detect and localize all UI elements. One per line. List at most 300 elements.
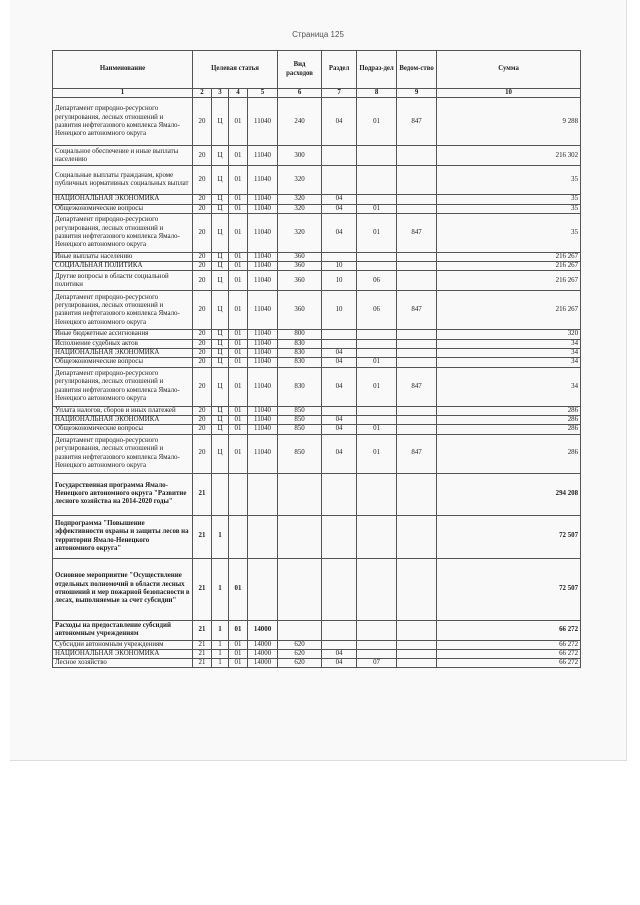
cell-name: Другие вопросы в области социальной политики — [53, 271, 193, 291]
header-name: Наименование — [53, 51, 193, 89]
cell-vid: 360 — [278, 252, 322, 261]
col-number: 8 — [357, 89, 397, 98]
cell-direction: 11040 — [248, 271, 278, 291]
cell-podrazdel — [357, 146, 397, 166]
cell-name: Социальные выплаты гражданам, кроме публичных нормативных социальных выплат — [53, 166, 193, 195]
cell-razdel: 04 — [322, 415, 357, 424]
cell-direction: 11040 — [248, 406, 278, 415]
cell-podrazdel: 01 — [357, 434, 397, 473]
cell-direction: 11040 — [248, 291, 278, 330]
table-row — [53, 515, 581, 558]
cell-direction: 11040 — [248, 358, 278, 367]
cell-name: Иные бюджетные ассигнования — [53, 330, 193, 339]
cell-vedomstvo — [397, 649, 437, 658]
cell-event: 01 — [229, 195, 248, 204]
cell-razdel: 04 — [322, 204, 357, 213]
cell-podrazdel — [357, 640, 397, 649]
cell-subprogram: Ц — [212, 434, 229, 473]
cell-program: 21 — [193, 515, 212, 558]
cell-vedomstvo — [397, 252, 437, 261]
cell-event: 01 — [229, 415, 248, 424]
cell-subprogram: Ц — [212, 367, 229, 406]
col-number: 10 — [437, 89, 581, 98]
cell-program: 21 — [193, 473, 212, 515]
cell-vedomstvo — [397, 146, 437, 166]
cell-subprogram: Ц — [212, 330, 229, 339]
cell-vedomstvo — [397, 515, 437, 558]
header-summa: Сумма — [437, 51, 581, 89]
header-razdel: Раздел — [322, 51, 357, 89]
table-row — [53, 558, 581, 620]
cell-vid — [278, 558, 322, 620]
cell-podrazdel — [357, 415, 397, 424]
cell-vedomstvo — [397, 358, 437, 367]
table-row — [53, 291, 581, 330]
cell-vid: 620 — [278, 649, 322, 658]
table-row — [53, 262, 581, 271]
cell-podrazdel: 06 — [357, 271, 397, 291]
cell-subprogram: Ц — [212, 349, 229, 358]
table-row — [53, 195, 581, 204]
cell-vedomstvo: 847 — [397, 98, 437, 146]
cell-podrazdel — [357, 252, 397, 261]
cell-razdel: 10 — [322, 291, 357, 330]
header-vid: Вид расходов — [278, 51, 322, 89]
document-page — [10, 0, 627, 761]
cell-podrazdel — [357, 620, 397, 640]
cell-vedomstvo — [397, 349, 437, 358]
cell-summa: 72 507 — [437, 558, 581, 620]
table-row — [53, 620, 581, 640]
cell-event: 01 — [229, 406, 248, 415]
cell-program: 20 — [193, 204, 212, 213]
cell-razdel — [322, 166, 357, 195]
cell-program: 21 — [193, 649, 212, 658]
cell-vedomstvo — [397, 406, 437, 415]
cell-subprogram: 1 — [212, 620, 229, 640]
cell-program: 20 — [193, 271, 212, 291]
cell-subprogram: Ц — [212, 98, 229, 146]
cell-vedomstvo: 847 — [397, 367, 437, 406]
cell-subprogram: Ц — [212, 406, 229, 415]
cell-direction: 11040 — [248, 98, 278, 146]
cell-vedomstvo: 847 — [397, 291, 437, 330]
cell-name: Общеэкономические вопросы — [53, 425, 193, 434]
cell-program: 20 — [193, 434, 212, 473]
cell-program: 20 — [193, 367, 212, 406]
table-row — [53, 98, 581, 146]
cell-program: 20 — [193, 195, 212, 204]
cell-subprogram: Ц — [212, 415, 229, 424]
table-row — [53, 367, 581, 406]
cell-name: Субсидии автономным учреждениям — [53, 640, 193, 649]
cell-subprogram: 1 — [212, 558, 229, 620]
cell-direction: 14000 — [248, 649, 278, 658]
cell-vedomstvo — [397, 473, 437, 515]
cell-summa: 286 — [437, 406, 581, 415]
cell-vedomstvo — [397, 620, 437, 640]
cell-vedomstvo — [397, 262, 437, 271]
cell-name: НАЦИОНАЛЬНАЯ ЭКОНОМИКА — [53, 649, 193, 658]
cell-vid: 830 — [278, 358, 322, 367]
cell-summa: 216 302 — [437, 146, 581, 166]
cell-razdel — [322, 473, 357, 515]
cell-program: 20 — [193, 425, 212, 434]
cell-vid: 360 — [278, 262, 322, 271]
cell-direction: 11040 — [248, 330, 278, 339]
cell-program: 20 — [193, 262, 212, 271]
cell-event: 01 — [229, 146, 248, 166]
cell-event: 01 — [229, 358, 248, 367]
cell-event: 01 — [229, 204, 248, 213]
cell-direction: 11040 — [248, 252, 278, 261]
cell-podrazdel — [357, 515, 397, 558]
cell-subprogram — [212, 473, 229, 515]
cell-razdel — [322, 515, 357, 558]
cell-name: Общеэкономические вопросы — [53, 358, 193, 367]
cell-vid: 830 — [278, 367, 322, 406]
cell-event: 01 — [229, 367, 248, 406]
cell-podrazdel: 06 — [357, 291, 397, 330]
header-podrazdel: Подраз-дел — [357, 51, 397, 89]
cell-name: Государственная программа Ямало-Ненецкого автономного округа "Развитие лесного хозяйства на 2014-2020 годы" — [53, 473, 193, 515]
cell-razdel: 04 — [322, 659, 357, 668]
cell-razdel: 04 — [322, 425, 357, 434]
cell-vid: 830 — [278, 339, 322, 348]
cell-vedomstvo — [397, 558, 437, 620]
cell-event: 01 — [229, 558, 248, 620]
table-row — [53, 271, 581, 291]
cell-podrazdel: 01 — [357, 98, 397, 146]
cell-program: 21 — [193, 620, 212, 640]
cell-subprogram: Ц — [212, 291, 229, 330]
cell-summa: 35 — [437, 213, 581, 252]
cell-event: 01 — [229, 349, 248, 358]
cell-event: 01 — [229, 659, 248, 668]
cell-subprogram: Ц — [212, 166, 229, 195]
table-row — [53, 146, 581, 166]
cell-podrazdel: 07 — [357, 659, 397, 668]
table-row — [53, 640, 581, 649]
cell-name: Департамент природно-ресурсного регулирования, лесных отношений и развития нефтегазового комплекса Ямало-Ненецкого автономного округа — [53, 434, 193, 473]
cell-direction: 11040 — [248, 415, 278, 424]
cell-podrazdel: 01 — [357, 358, 397, 367]
cell-event: 01 — [229, 98, 248, 146]
cell-summa: 66 272 — [437, 640, 581, 649]
cell-vid: 800 — [278, 330, 322, 339]
cell-vid: 620 — [278, 640, 322, 649]
cell-vid: 360 — [278, 271, 322, 291]
col-number: 7 — [322, 89, 357, 98]
cell-subprogram: Ц — [212, 262, 229, 271]
cell-program: 20 — [193, 406, 212, 415]
cell-razdel: 04 — [322, 349, 357, 358]
cell-direction: 11040 — [248, 349, 278, 358]
table-row — [53, 659, 581, 668]
cell-podrazdel — [357, 406, 397, 415]
cell-summa: 66 272 — [437, 659, 581, 668]
cell-subprogram: Ц — [212, 252, 229, 261]
cell-subprogram: Ц — [212, 213, 229, 252]
cell-razdel: 10 — [322, 271, 357, 291]
cell-razdel — [322, 620, 357, 640]
cell-podrazdel: 01 — [357, 367, 397, 406]
cell-subprogram: Ц — [212, 195, 229, 204]
cell-podrazdel — [357, 166, 397, 195]
cell-vid: 360 — [278, 291, 322, 330]
cell-razdel — [322, 339, 357, 348]
cell-podrazdel — [357, 473, 397, 515]
table-row — [53, 406, 581, 415]
col-number: 4 — [229, 89, 248, 98]
cell-direction: 11040 — [248, 425, 278, 434]
cell-direction: 14000 — [248, 659, 278, 668]
cell-summa: 34 — [437, 339, 581, 348]
cell-vid: 850 — [278, 425, 322, 434]
cell-subprogram: Ц — [212, 271, 229, 291]
table-row — [53, 204, 581, 213]
cell-program: 21 — [193, 640, 212, 649]
cell-event: 01 — [229, 330, 248, 339]
cell-name: НАЦИОНАЛЬНАЯ ЭКОНОМИКА — [53, 195, 193, 204]
cell-name: Департамент природно-ресурсного регулирования, лесных отношений и развития нефтегазового комплекса Ямало-Ненецкого автономного округа — [53, 213, 193, 252]
cell-vedomstvo — [397, 425, 437, 434]
cell-summa: 286 — [437, 434, 581, 473]
cell-name: Исполнение судебных актов — [53, 339, 193, 348]
cell-razdel: 10 — [322, 262, 357, 271]
cell-program: 20 — [193, 98, 212, 146]
cell-program: 20 — [193, 291, 212, 330]
table-row — [53, 339, 581, 348]
cell-summa: 66 272 — [437, 620, 581, 640]
cell-direction: 11040 — [248, 213, 278, 252]
cell-podrazdel — [357, 262, 397, 271]
cell-summa: 35 — [437, 195, 581, 204]
cell-subprogram: 1 — [212, 659, 229, 668]
cell-vid: 300 — [278, 146, 322, 166]
cell-summa: 9 288 — [437, 98, 581, 146]
cell-summa: 286 — [437, 415, 581, 424]
cell-subprogram: Ц — [212, 146, 229, 166]
cell-subprogram: Ц — [212, 339, 229, 348]
cell-name: НАЦИОНАЛЬНАЯ ЭКОНОМИКА — [53, 349, 193, 358]
cell-event: 01 — [229, 339, 248, 348]
table-row — [53, 330, 581, 339]
cell-subprogram: Ц — [212, 204, 229, 213]
cell-program: 20 — [193, 349, 212, 358]
cell-program: 20 — [193, 415, 212, 424]
cell-summa: 216 267 — [437, 291, 581, 330]
cell-razdel: 04 — [322, 98, 357, 146]
col-number: 9 — [397, 89, 437, 98]
cell-name: Общеэкономические вопросы — [53, 204, 193, 213]
cell-program: 20 — [193, 330, 212, 339]
cell-direction: 14000 — [248, 620, 278, 640]
cell-summa: 286 — [437, 425, 581, 434]
table-row — [53, 425, 581, 434]
cell-subprogram: Ц — [212, 358, 229, 367]
cell-direction — [248, 515, 278, 558]
cell-name: Основное мероприятие "Осуществление отдельных полномочий в области лесных отношений и мер пожарной безопасности в лесах, выполняемые за счет субсидии" — [53, 558, 193, 620]
cell-event — [229, 473, 248, 515]
cell-program: 21 — [193, 659, 212, 668]
cell-vedomstvo: 847 — [397, 434, 437, 473]
cell-name: Социальное обеспечение и иные выплаты населению — [53, 146, 193, 166]
cell-vedomstvo — [397, 195, 437, 204]
cell-event: 01 — [229, 271, 248, 291]
cell-razdel — [322, 252, 357, 261]
cell-vid: 240 — [278, 98, 322, 146]
cell-razdel — [322, 146, 357, 166]
cell-vedomstvo — [397, 330, 437, 339]
header-target: Целевая статья — [193, 51, 278, 89]
cell-vid: 850 — [278, 434, 322, 473]
cell-direction — [248, 473, 278, 515]
col-number: 1 — [53, 89, 193, 98]
table-row — [53, 649, 581, 658]
cell-name: СОЦИАЛЬНАЯ ПОЛИТИКА — [53, 262, 193, 271]
cell-event: 01 — [229, 252, 248, 261]
cell-event: 01 — [229, 166, 248, 195]
cell-event: 01 — [229, 213, 248, 252]
cell-summa: 34 — [437, 367, 581, 406]
cell-razdel: 04 — [322, 195, 357, 204]
cell-vid: 850 — [278, 415, 322, 424]
cell-vid: 320 — [278, 204, 322, 213]
cell-event: 01 — [229, 640, 248, 649]
cell-event: 01 — [229, 425, 248, 434]
table-row — [53, 213, 581, 252]
cell-podrazdel — [357, 349, 397, 358]
cell-summa: 216 267 — [437, 252, 581, 261]
cell-name: Иные выплаты населению — [53, 252, 193, 261]
cell-summa: 34 — [437, 349, 581, 358]
cell-name: Департамент природно-ресурсного регулирования, лесных отношений и развития нефтегазового комплекса Ямало-Ненецкого автономного округа — [53, 291, 193, 330]
cell-razdel: 04 — [322, 649, 357, 658]
page-label: Страница 125 — [292, 30, 344, 39]
cell-vid: 620 — [278, 659, 322, 668]
cell-vedomstvo — [397, 271, 437, 291]
cell-razdel: 04 — [322, 367, 357, 406]
cell-program: 20 — [193, 166, 212, 195]
column-number-row — [53, 89, 581, 98]
cell-summa: 72 507 — [437, 515, 581, 558]
cell-razdel — [322, 640, 357, 649]
cell-summa: 35 — [437, 204, 581, 213]
cell-vedomstvo: 847 — [397, 213, 437, 252]
cell-summa: 34 — [437, 358, 581, 367]
cell-razdel: 04 — [322, 358, 357, 367]
col-number: 6 — [278, 89, 322, 98]
cell-summa: 216 267 — [437, 262, 581, 271]
cell-vedomstvo — [397, 204, 437, 213]
cell-direction — [248, 558, 278, 620]
budget-table — [52, 50, 581, 668]
cell-event: 01 — [229, 291, 248, 330]
cell-name: Департамент природно-ресурсного регулирования, лесных отношений и развития нефтегазового комплекса Ямало-Ненецкого автономного округа — [53, 367, 193, 406]
table-row — [53, 166, 581, 195]
cell-vedomstvo — [397, 640, 437, 649]
cell-direction: 11040 — [248, 367, 278, 406]
cell-program: 20 — [193, 339, 212, 348]
cell-name: Уплата налогов, сборов и иных платежей — [53, 406, 193, 415]
cell-event: 01 — [229, 620, 248, 640]
cell-razdel: 04 — [322, 434, 357, 473]
cell-razdel — [322, 558, 357, 620]
cell-razdel — [322, 406, 357, 415]
table-row — [53, 415, 581, 424]
cell-vid — [278, 515, 322, 558]
cell-summa: 294 208 — [437, 473, 581, 515]
cell-razdel — [322, 330, 357, 339]
cell-direction: 11040 — [248, 204, 278, 213]
cell-vid: 320 — [278, 166, 322, 195]
cell-direction: 11040 — [248, 195, 278, 204]
cell-podrazdel — [357, 558, 397, 620]
col-number: 3 — [212, 89, 229, 98]
cell-podrazdel — [357, 195, 397, 204]
cell-vid: 320 — [278, 213, 322, 252]
cell-summa: 216 267 — [437, 271, 581, 291]
table-row — [53, 252, 581, 261]
cell-podrazdel — [357, 649, 397, 658]
table-row — [53, 358, 581, 367]
cell-program: 20 — [193, 146, 212, 166]
col-number: 5 — [248, 89, 278, 98]
cell-vid: 850 — [278, 406, 322, 415]
table-row — [53, 473, 581, 515]
cell-direction: 11040 — [248, 262, 278, 271]
col-number: 2 — [193, 89, 212, 98]
cell-program: 21 — [193, 558, 212, 620]
cell-vedomstvo — [397, 339, 437, 348]
cell-program: 20 — [193, 213, 212, 252]
cell-vid — [278, 473, 322, 515]
table-header-row — [53, 51, 581, 89]
cell-name: НАЦИОНАЛЬНАЯ ЭКОНОМИКА — [53, 415, 193, 424]
cell-direction: 11040 — [248, 434, 278, 473]
cell-subprogram: Ц — [212, 425, 229, 434]
cell-podrazdel: 01 — [357, 204, 397, 213]
header-vedomstvo: Ведом-ство — [397, 51, 437, 89]
cell-vid — [278, 620, 322, 640]
cell-vid: 320 — [278, 195, 322, 204]
cell-direction: 14000 — [248, 640, 278, 649]
table-row — [53, 349, 581, 358]
cell-summa: 35 — [437, 166, 581, 195]
cell-summa: 66 272 — [437, 649, 581, 658]
cell-name: Лесное хозяйство — [53, 659, 193, 668]
cell-subprogram: 1 — [212, 515, 229, 558]
cell-direction: 11040 — [248, 166, 278, 195]
cell-podrazdel: 01 — [357, 213, 397, 252]
cell-program: 20 — [193, 358, 212, 367]
cell-name: Департамент природно-ресурсного регулирования, лесных отношений и развития нефтегазового комплекса Ямало-Ненецкого автономного округа — [53, 98, 193, 146]
cell-vid: 830 — [278, 349, 322, 358]
cell-direction: 11040 — [248, 339, 278, 348]
cell-name: Подпрограмма "Повышение эффективности охраны и защиты лесов на территории Ямало-Ненецкого автономного округа" — [53, 515, 193, 558]
cell-event: 01 — [229, 434, 248, 473]
cell-name: Расходы на предоставление субсидий автономным учреждениям — [53, 620, 193, 640]
cell-subprogram: 1 — [212, 640, 229, 649]
cell-razdel: 04 — [322, 213, 357, 252]
cell-program: 20 — [193, 252, 212, 261]
cell-podrazdel: 01 — [357, 425, 397, 434]
cell-direction: 11040 — [248, 146, 278, 166]
cell-event — [229, 515, 248, 558]
table-row — [53, 434, 581, 473]
cell-event: 01 — [229, 649, 248, 658]
